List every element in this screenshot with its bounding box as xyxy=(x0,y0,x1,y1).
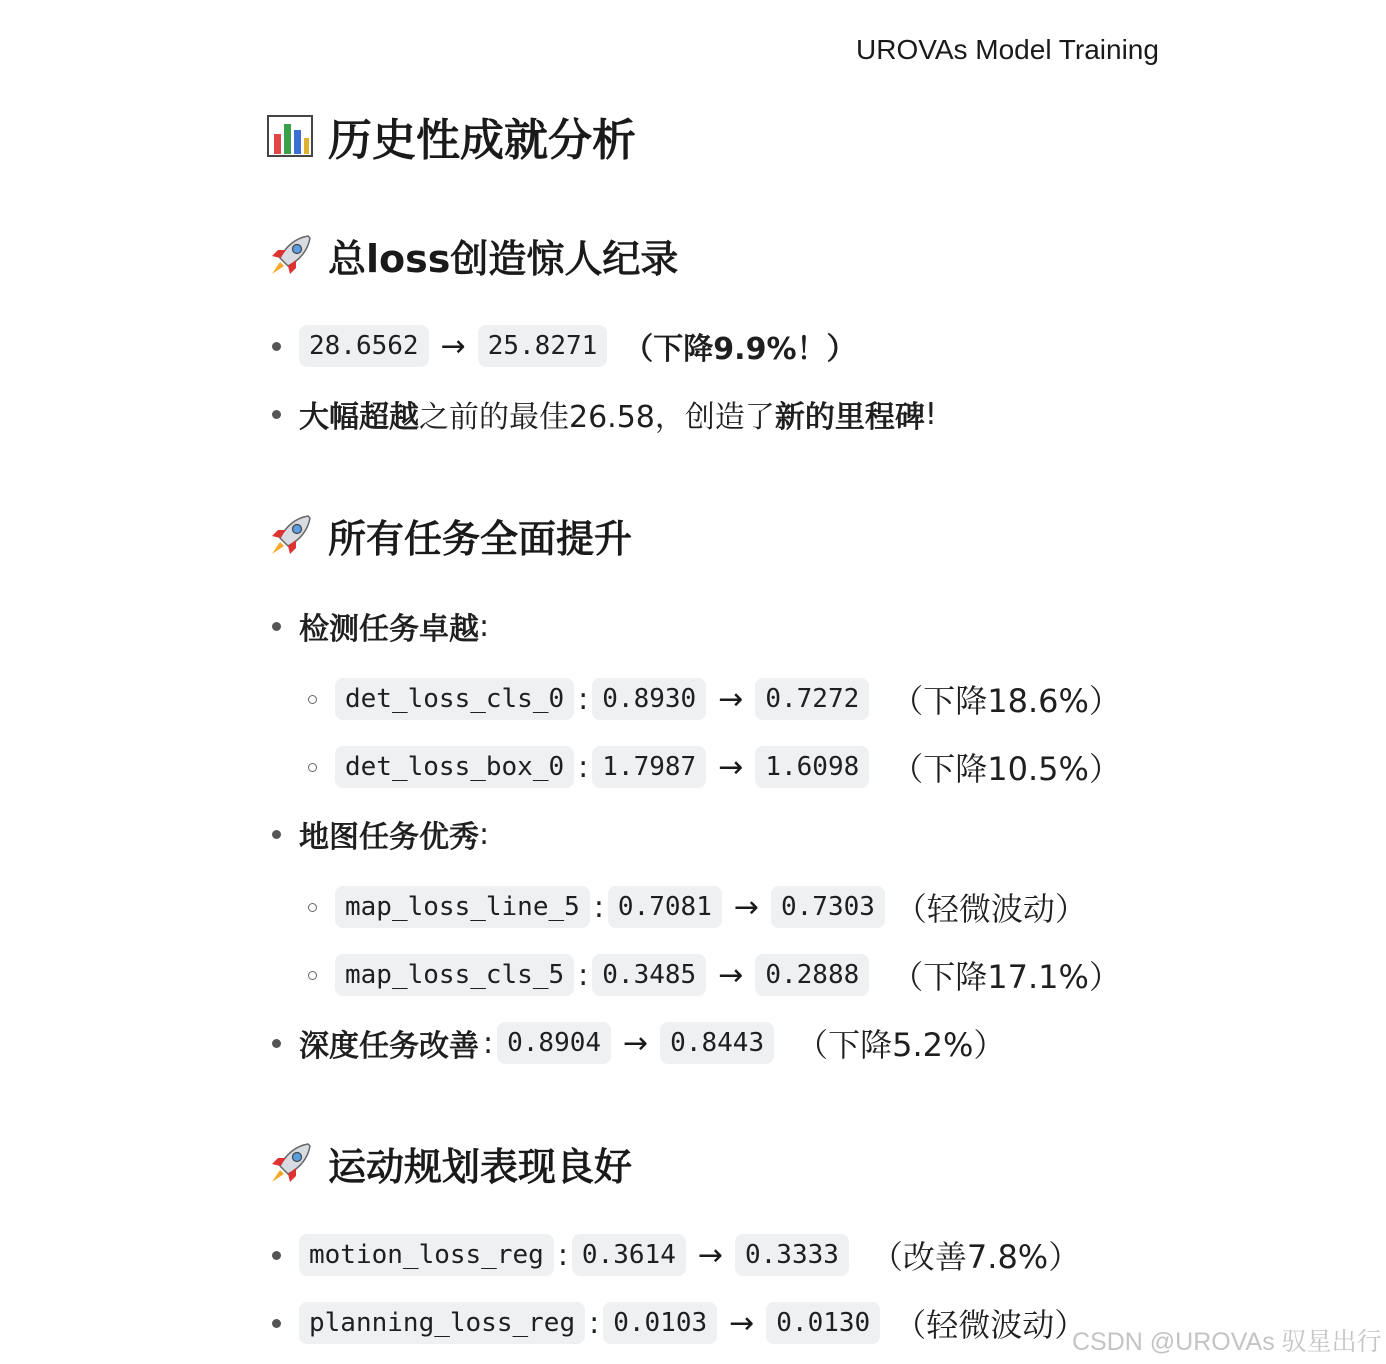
value-code: 1.7987 xyxy=(592,746,706,788)
sub-list-item xyxy=(308,952,1121,998)
arrow-glyph: → xyxy=(718,681,744,717)
arrow-glyph: → xyxy=(623,1025,649,1061)
colon-text: : xyxy=(483,1025,494,1061)
colon-text: : xyxy=(479,608,490,644)
watermark: CSDN @UROVAs 驭星出行 xyxy=(1072,1328,1382,1356)
value-code: 0.7081 xyxy=(608,886,722,928)
change-note: （下降17.1%） xyxy=(891,958,1121,996)
body-text: ! xyxy=(924,396,937,432)
rocket-icon xyxy=(266,512,314,560)
value-code: 0.3614 xyxy=(572,1234,686,1276)
change-note: （轻微波动） xyxy=(894,890,1087,928)
page-header-title: UROVAs Model Training xyxy=(856,34,1159,65)
sub-bullet-circle xyxy=(308,903,317,912)
group-label: 地图任务优秀 xyxy=(299,820,479,855)
colon-text: : xyxy=(557,1237,568,1273)
change-note: （改善7.8%） xyxy=(870,1238,1081,1276)
section-heading-all-tasks xyxy=(266,508,632,563)
arrow-glyph: → xyxy=(718,749,744,785)
list-item xyxy=(272,392,937,436)
bullet-dot xyxy=(272,622,281,631)
section-heading-text: 总loss创造惊人纪录 xyxy=(328,237,679,281)
change-note: （轻微波动） xyxy=(894,1306,1087,1344)
colon-text: : xyxy=(589,1305,600,1341)
bullet-dot xyxy=(272,830,281,839)
value-code: 0.7303 xyxy=(771,886,885,928)
sub-bullet-circle xyxy=(308,763,317,772)
colon-text: : xyxy=(479,816,490,852)
colon-text: : xyxy=(578,957,589,993)
bullet-dot xyxy=(272,410,281,419)
body-text: 之前的最佳26.58，创造了 xyxy=(419,400,775,435)
page-title-text: 历史性成就分析 xyxy=(328,115,636,166)
bullet-dot xyxy=(272,1251,281,1260)
metric-key-code: map_loss_line_5 xyxy=(335,886,590,928)
bold-text: 新的里程碑 xyxy=(774,400,925,435)
metric-key-code: planning_loss_reg xyxy=(299,1302,585,1344)
section-heading-total-loss xyxy=(266,228,678,283)
rocket-icon xyxy=(266,232,314,280)
colon-text: : xyxy=(578,681,589,717)
colon-text: : xyxy=(593,889,604,925)
metric-key-code: motion_loss_reg xyxy=(299,1234,554,1276)
section-heading-motion-planning xyxy=(266,1136,632,1191)
value-code: 25.8271 xyxy=(478,325,608,367)
list-item xyxy=(272,1232,1080,1278)
sub-list-item xyxy=(308,884,1087,930)
arrow-glyph: → xyxy=(718,957,744,993)
bullet-dot xyxy=(272,1039,281,1048)
arrow-glyph: → xyxy=(697,1237,723,1273)
arrow-glyph: → xyxy=(729,1305,755,1341)
sub-list-item xyxy=(308,676,1121,722)
change-note: （下降18.6%） xyxy=(891,682,1121,720)
list-item xyxy=(272,812,489,856)
bullet-dot xyxy=(272,342,281,351)
value-code: 0.2888 xyxy=(755,954,869,996)
change-note: （下降10.5%） xyxy=(891,750,1121,788)
section-heading-text: 所有任务全面提升 xyxy=(328,517,633,561)
arrow-glyph: → xyxy=(733,889,759,925)
arrow-glyph: → xyxy=(440,328,466,364)
value-code: 28.6562 xyxy=(299,325,429,367)
sub-bullet-circle xyxy=(308,695,317,704)
bullet-dot xyxy=(272,1319,281,1328)
value-code: 0.8904 xyxy=(497,1022,611,1064)
value-code: 0.0130 xyxy=(766,1302,880,1344)
sub-list-item xyxy=(308,744,1121,790)
list-item xyxy=(272,324,857,368)
list-item xyxy=(272,1020,1005,1066)
value-code: 0.7272 xyxy=(755,678,869,720)
change-note: （下降5.2%） xyxy=(796,1026,1006,1064)
section-heading-text: 运动规划表现良好 xyxy=(328,1145,633,1189)
colon-text: : xyxy=(578,749,589,785)
group-label: 深度任务改善 xyxy=(299,1029,479,1064)
rocket-icon xyxy=(266,1140,314,1188)
page-title xyxy=(266,104,636,168)
bar-chart-icon xyxy=(266,112,314,160)
value-code: 1.6098 xyxy=(755,746,869,788)
value-code: 0.3485 xyxy=(592,954,706,996)
list-item xyxy=(272,604,489,648)
value-code: 0.0103 xyxy=(603,1302,717,1344)
value-code: 0.3333 xyxy=(735,1234,849,1276)
sub-bullet-circle xyxy=(308,971,317,980)
metric-key-code: map_loss_cls_5 xyxy=(335,954,574,996)
metric-key-code: det_loss_cls_0 xyxy=(335,678,574,720)
value-code: 0.8443 xyxy=(660,1022,774,1064)
value-code: 0.8930 xyxy=(592,678,706,720)
metric-key-code: det_loss_box_0 xyxy=(335,746,574,788)
group-label: 检测任务卓越 xyxy=(299,612,479,647)
change-note: （下降9.9%！） xyxy=(623,332,857,367)
list-item xyxy=(272,1300,1086,1346)
bold-text: 大幅超越 xyxy=(299,400,419,435)
